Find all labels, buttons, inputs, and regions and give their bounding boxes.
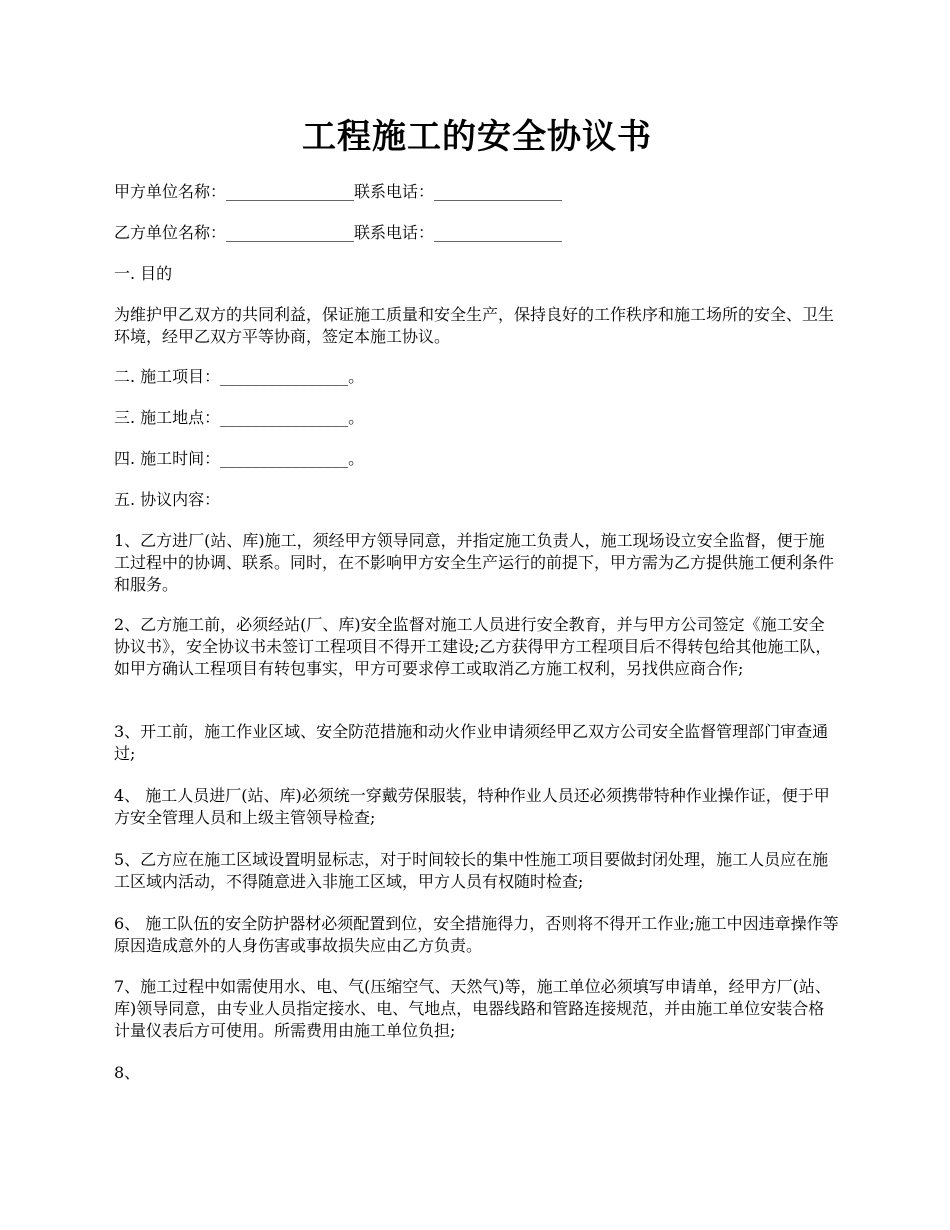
clause-5: 5、乙方应在施工区域设置明显标志，对于时间较长的集中性施工项目要做封闭处理，施工人员应在施工区域内活动，不得随意进入非施工区域，甲方人员有权随时检查; xyxy=(114,850,829,891)
section-1-heading: 一. 目的 xyxy=(114,264,173,283)
clause-3: 3、开工前，施工作业区域、安全防范措施和动火作业申请须经甲乙双方公司安全监督管理部门审查通过; xyxy=(114,722,829,763)
party-a-line: 甲方单位名称：________________联系电话：________________ xyxy=(114,182,563,201)
section-5-heading: 五. 协议内容： xyxy=(114,490,221,509)
section-1-text: 为维护甲乙双方的共同利益，保证施工质量和安全生产，保持良好的工作秩序和施工场所的安全、卫生环境，经甲乙双方平等协商，签定本施工协议。 xyxy=(114,305,835,346)
clause-2: 2、乙方施工前，必须经站(厂、库)安全监督对施工人员进行安全教育，并与甲方公司签定《施工安全协议书》，安全协议书未签订工程项目不得开工建设;乙方获得甲方工程项目后不得转包给其他施工队，如甲方确认工程项目有转包事实，甲方可要求停工或取消乙方施工权利，另找供应商合作; xyxy=(114,615,832,678)
document-title: 工程施工的安全协议书 xyxy=(302,117,652,157)
party-b-line: 乙方单位名称：________________联系电话：________________ xyxy=(114,223,563,242)
clause-7: 7、施工过程中如需使用水、电、气(压缩空气、天然气)等，施工单位必须填写申请单，经甲方厂(站、库)领导同意，由专业人员指定接水、电、气地点，电器线路和管路连接规范，并由施工单位安装合格计量仪表后方可使用。所需费用由施工单位负担; xyxy=(114,977,831,1040)
clause-1: 1、乙方进厂(站、库)施工，须经甲方领导同意，并指定施工负责人，施工现场设立安全监督，便于施工过程中的协调、联系。同时，在不影响甲方安全生产运行的前提下，甲方需为乙方提供施工便利条件和服务。 xyxy=(114,531,835,594)
section-3-location: 三. 施工地点：________________。 xyxy=(114,408,365,427)
section-4-time: 四. 施工时间：________________。 xyxy=(114,449,365,468)
clause-6: 6、 施工队伍的安全防护器材必须配置到位，安全措施得力，否则将不得开工作业;施工中因违章操作等原因造成意外的人身伤害或事故损失应由乙方负责。 xyxy=(114,914,839,955)
section-2-project: 二. 施工项目：________________。 xyxy=(114,367,365,386)
clause-4: 4、 施工人员进厂(站、库)必须统一穿戴劳保服装，特种作业人员还必须携带特种作业操作证，便于甲方安全管理人员和上级主管领导检查; xyxy=(114,786,830,827)
clause-8: 8、 xyxy=(114,1063,141,1082)
